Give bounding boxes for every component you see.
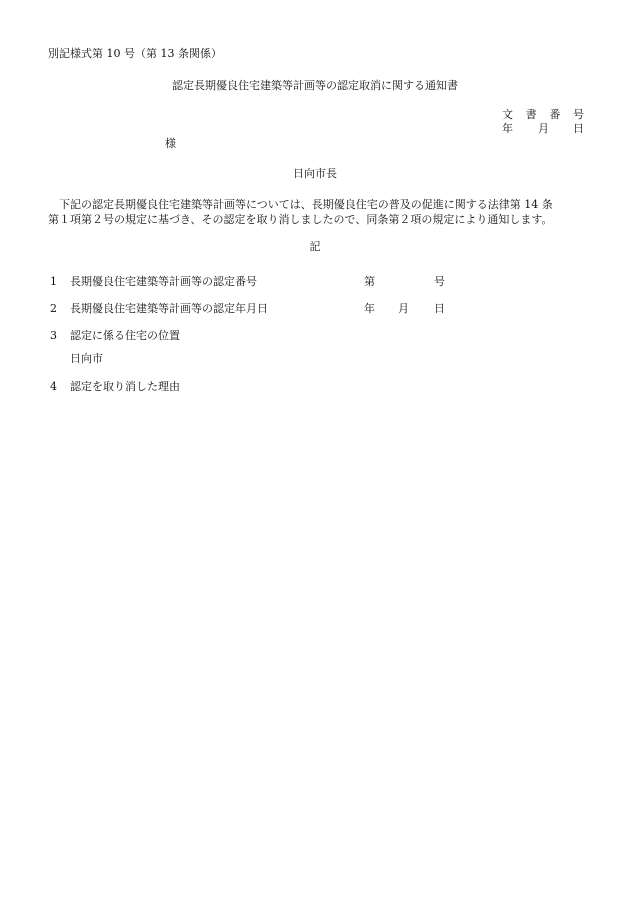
ki-heading: 記 [309,240,321,253]
date-month-label: 月 [538,122,549,135]
date-day-label: 日 [573,122,584,135]
item-number-3: 3 [50,329,57,342]
item-label-housing-location: 認定に係る住宅の位置 [70,329,180,342]
sender-name: 日向市長 [293,167,337,180]
item-number-1: 1 [50,275,57,288]
item-label-certification-date: 長期優良住宅建築等計画等の認定年月日 [70,302,268,315]
item-value-certification-number [364,275,454,289]
document-number-label: 文 書 番 号 [502,108,584,121]
body-line-2: 第１項第２号の規定に基づき、その認定を取り消しましたので、同条第２項の規定により通知します。 [48,213,553,226]
cert-number-suffix: 号 [434,275,445,288]
item-label-certification-number: 長期優良住宅建築等計画等の認定番号 [70,275,257,288]
body-line-1: 下記の認定長期優良住宅建築等計画等については、長期優良住宅の普及の促進に関する法律第 14 条 [59,198,553,211]
cert-date-day: 日 [434,302,445,315]
housing-location-value: 日向市 [70,352,103,365]
cert-number-prefix: 第 [364,275,375,288]
addressee-honorific: 様 [165,137,176,150]
cert-date-year: 年 [364,302,375,315]
cert-date-month: 月 [398,302,409,315]
body-paragraph [48,197,584,227]
date-year-label: 年 [502,122,513,135]
item-value-certification-date [364,302,454,316]
document-title: 認定長期優良住宅建築等計画等の認定取消に関する通知書 [172,79,458,92]
item-number-4: 4 [50,380,57,393]
item-label-revocation-reason: 認定を取り消した理由 [70,380,180,393]
form-number: 別記様式第 10 号（第 13 条関係） [48,47,222,60]
item-number-2: 2 [50,302,57,315]
